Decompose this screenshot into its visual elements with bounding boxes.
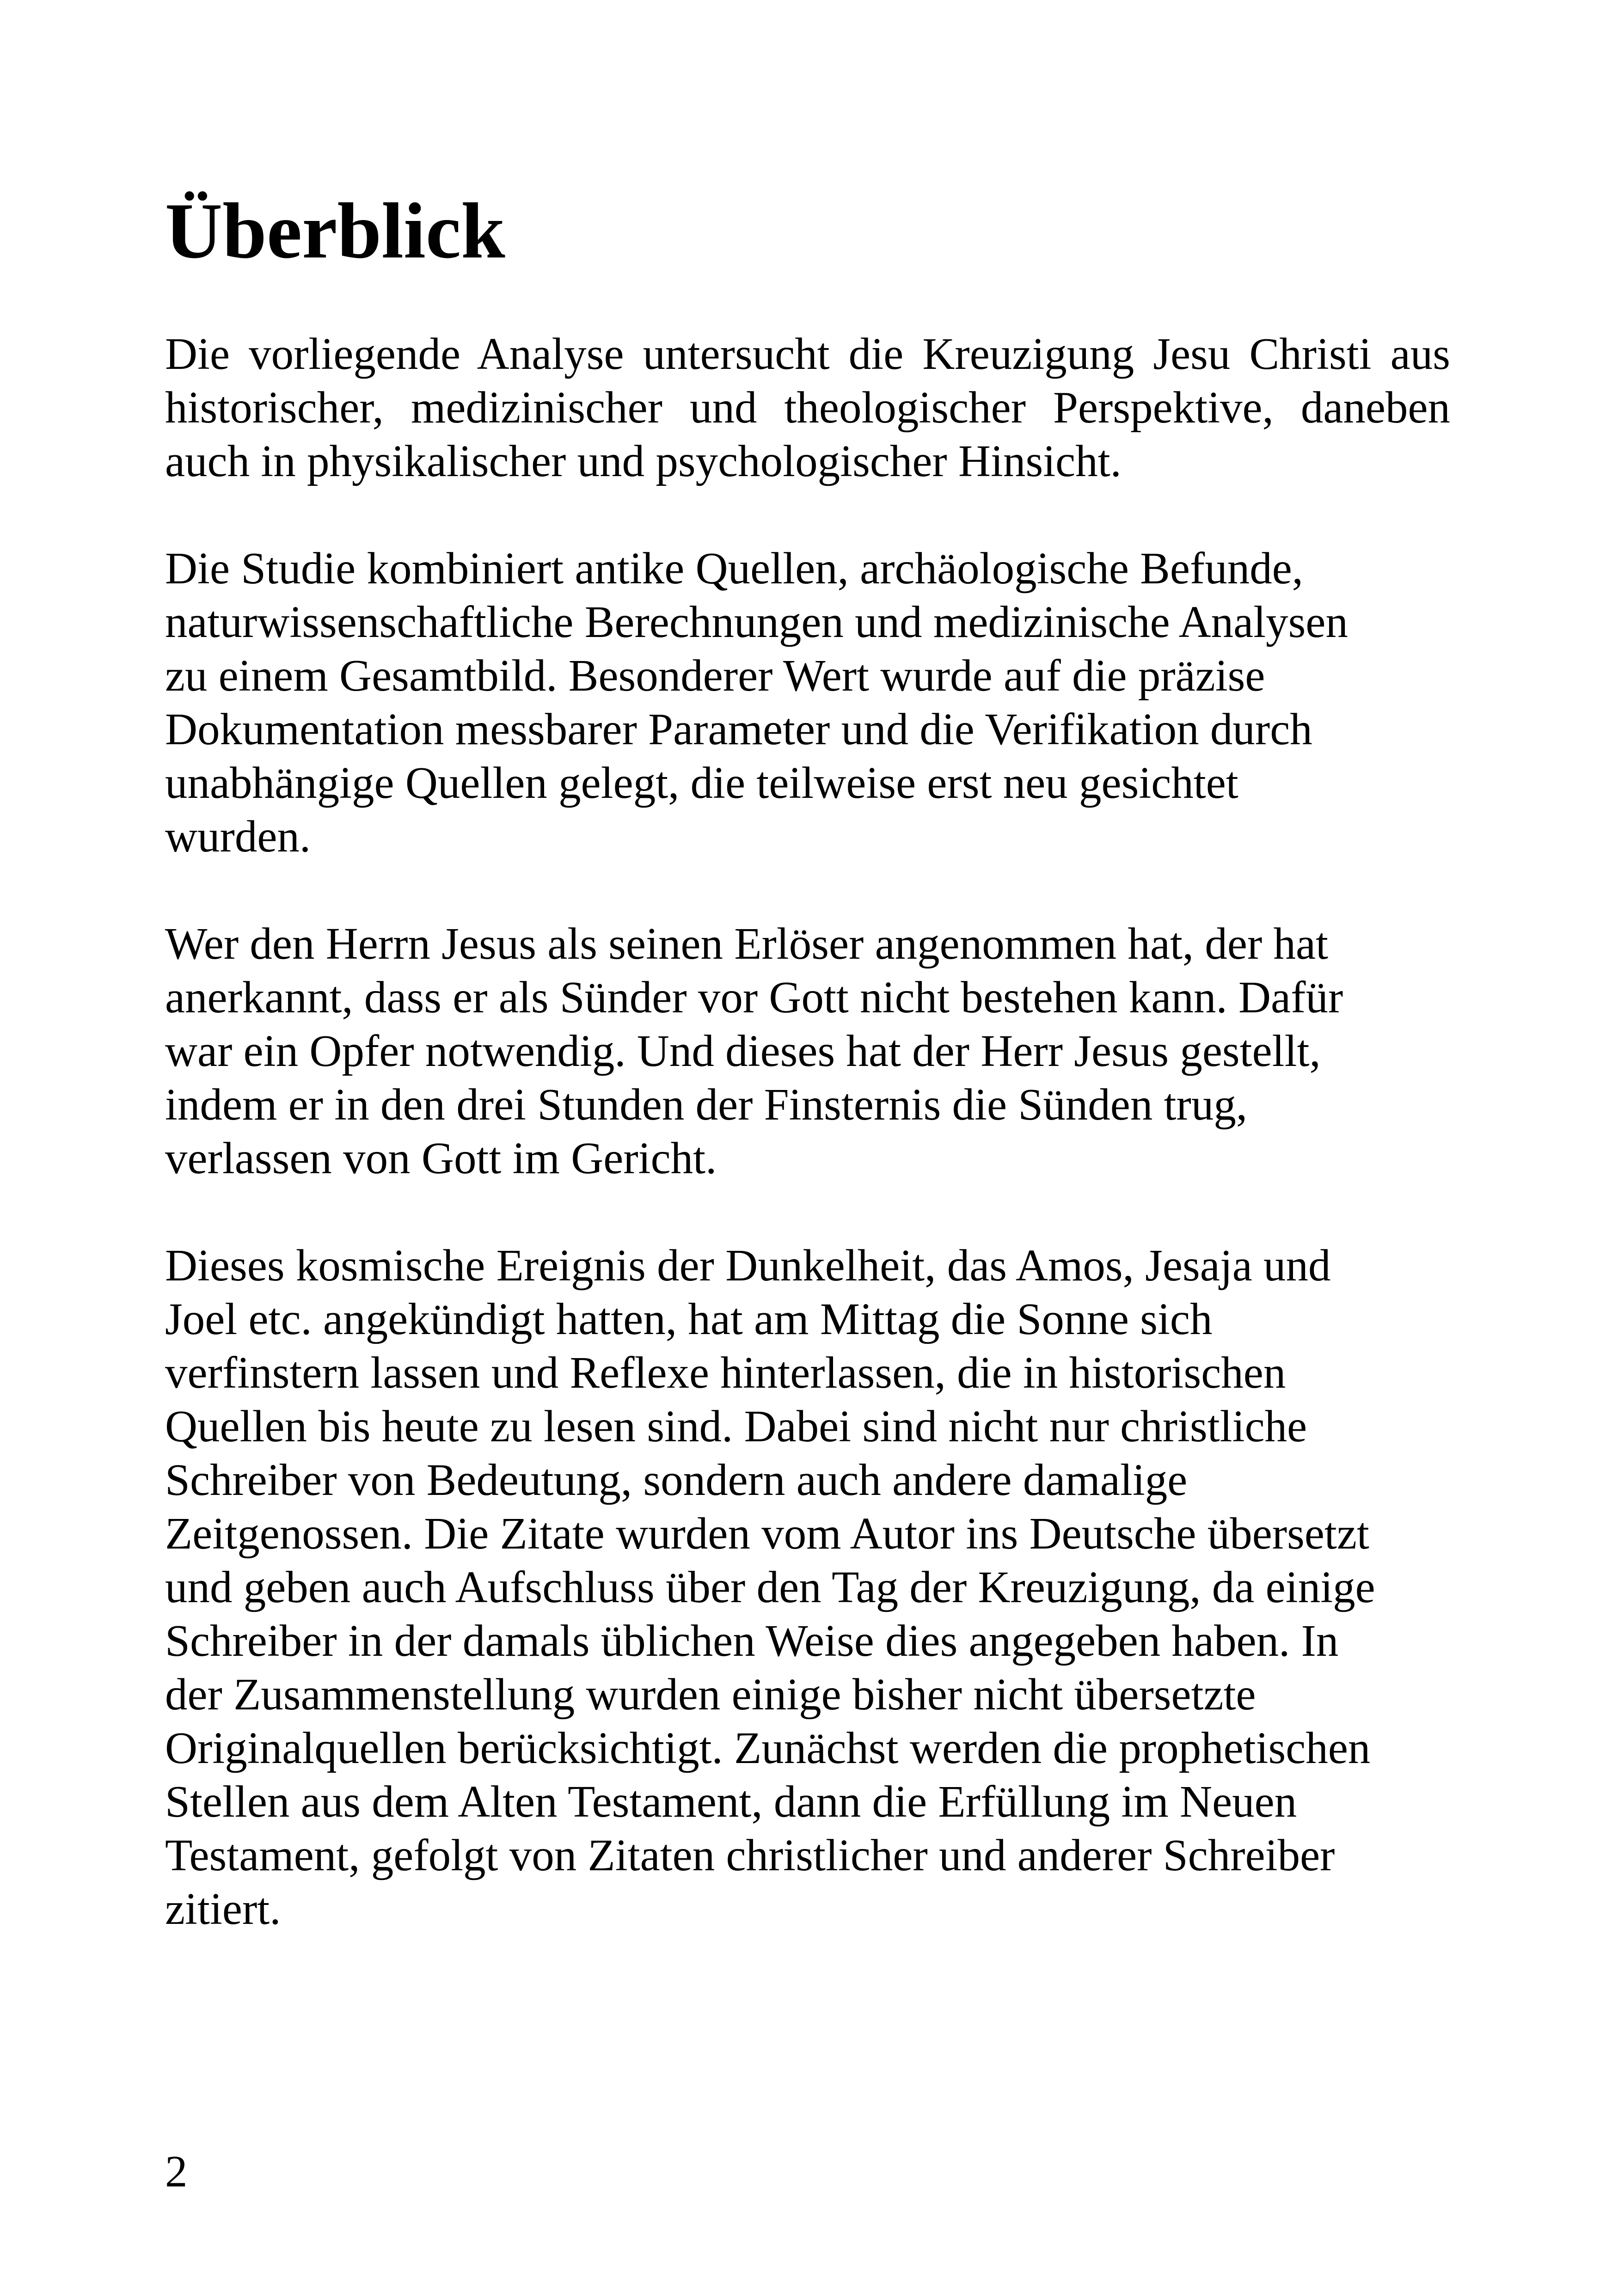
text-line: Wer den Herrn Jesus als seinen Erlöser angenommen hat, der hat bbox=[165, 919, 1329, 968]
text-line: Joel etc. angekündigt hatten, hat am Mittag die Sonne sich bbox=[165, 1294, 1213, 1344]
paragraph-study-method bbox=[165, 542, 1450, 863]
text-line: wurden. bbox=[165, 812, 311, 861]
text-line: indem er in den drei Stunden der Finsternis die Sünden trug, bbox=[165, 1080, 1248, 1129]
text-line: verfinstern lassen und Reflexe hinterlassen, die in historischen bbox=[165, 1348, 1286, 1397]
text-line: Die vorliegende Analyse untersucht die Kreuzigung Jesu Christi aus bbox=[165, 329, 1450, 379]
text-line: war ein Opfer notwendig. Und dieses hat der Herr Jesus gestellt, bbox=[165, 1026, 1321, 1076]
page-title: Überblick bbox=[165, 187, 505, 275]
text-line: Die Studie kombiniert antike Quellen, archäologische Befunde, bbox=[165, 544, 1303, 593]
text-line: anerkannt, dass er als Sünder vor Gott nicht bestehen kann. Dafür bbox=[165, 973, 1343, 1022]
text-line: verlassen von Gott im Gericht. bbox=[165, 1133, 717, 1183]
page-number: 2 bbox=[165, 2147, 188, 2196]
text-line: Stellen aus dem Alten Testament, dann die Erfüllung im Neuen bbox=[165, 1777, 1297, 1826]
paragraph-cosmic-event bbox=[165, 1239, 1450, 1936]
text-line: Zeitgenossen. Die Zitate wurden vom Autor ins Deutsche übersetzt bbox=[165, 1509, 1369, 1558]
text-line: naturwissenschaftliche Berechnungen und medizinische Analysen bbox=[165, 597, 1348, 647]
text-line: Quellen bis heute zu lesen sind. Dabei sind nicht nur christliche bbox=[165, 1402, 1307, 1451]
text-line: Schreiber in der damals üblichen Weise dies angegeben haben. In bbox=[165, 1616, 1339, 1665]
text-line: zu einem Gesamtbild. Besonderer Wert wurde auf die präzise bbox=[165, 651, 1265, 700]
text-line: auch in physikalischer und psychologischer Hinsicht. bbox=[165, 436, 1122, 486]
text-line: zitiert. bbox=[165, 1884, 281, 1934]
text-line: der Zusammenstellung wurden einige bisher nicht übersetzte bbox=[165, 1670, 1256, 1719]
page-content bbox=[165, 185, 1450, 1936]
text-line: und geben auch Aufschluss über den Tag der Kreuzigung, da einige bbox=[165, 1562, 1375, 1612]
text-line: historischer, medizinischer und theologischer Perspektive, daneben bbox=[165, 383, 1450, 432]
text-line: Dieses kosmische Ereignis der Dunkelheit, das Amos, Jesaja und bbox=[165, 1241, 1331, 1290]
text-line: Dokumentation messbarer Parameter und die Verifikation durch bbox=[165, 704, 1312, 754]
paragraph-redemption bbox=[165, 917, 1450, 1185]
text-line: Originalquellen berücksichtigt. Zunächst werden die prophetischen bbox=[165, 1723, 1371, 1773]
text-line: Testament, gefolgt von Zitaten christlicher und anderer Schreiber bbox=[165, 1831, 1335, 1880]
text-line: Schreiber von Bedeutung, sondern auch andere damalige bbox=[165, 1455, 1188, 1505]
paragraph-overview-scope bbox=[165, 327, 1450, 488]
text-line: unabhängige Quellen gelegt, die teilweise erst neu gesichtet bbox=[165, 758, 1238, 808]
